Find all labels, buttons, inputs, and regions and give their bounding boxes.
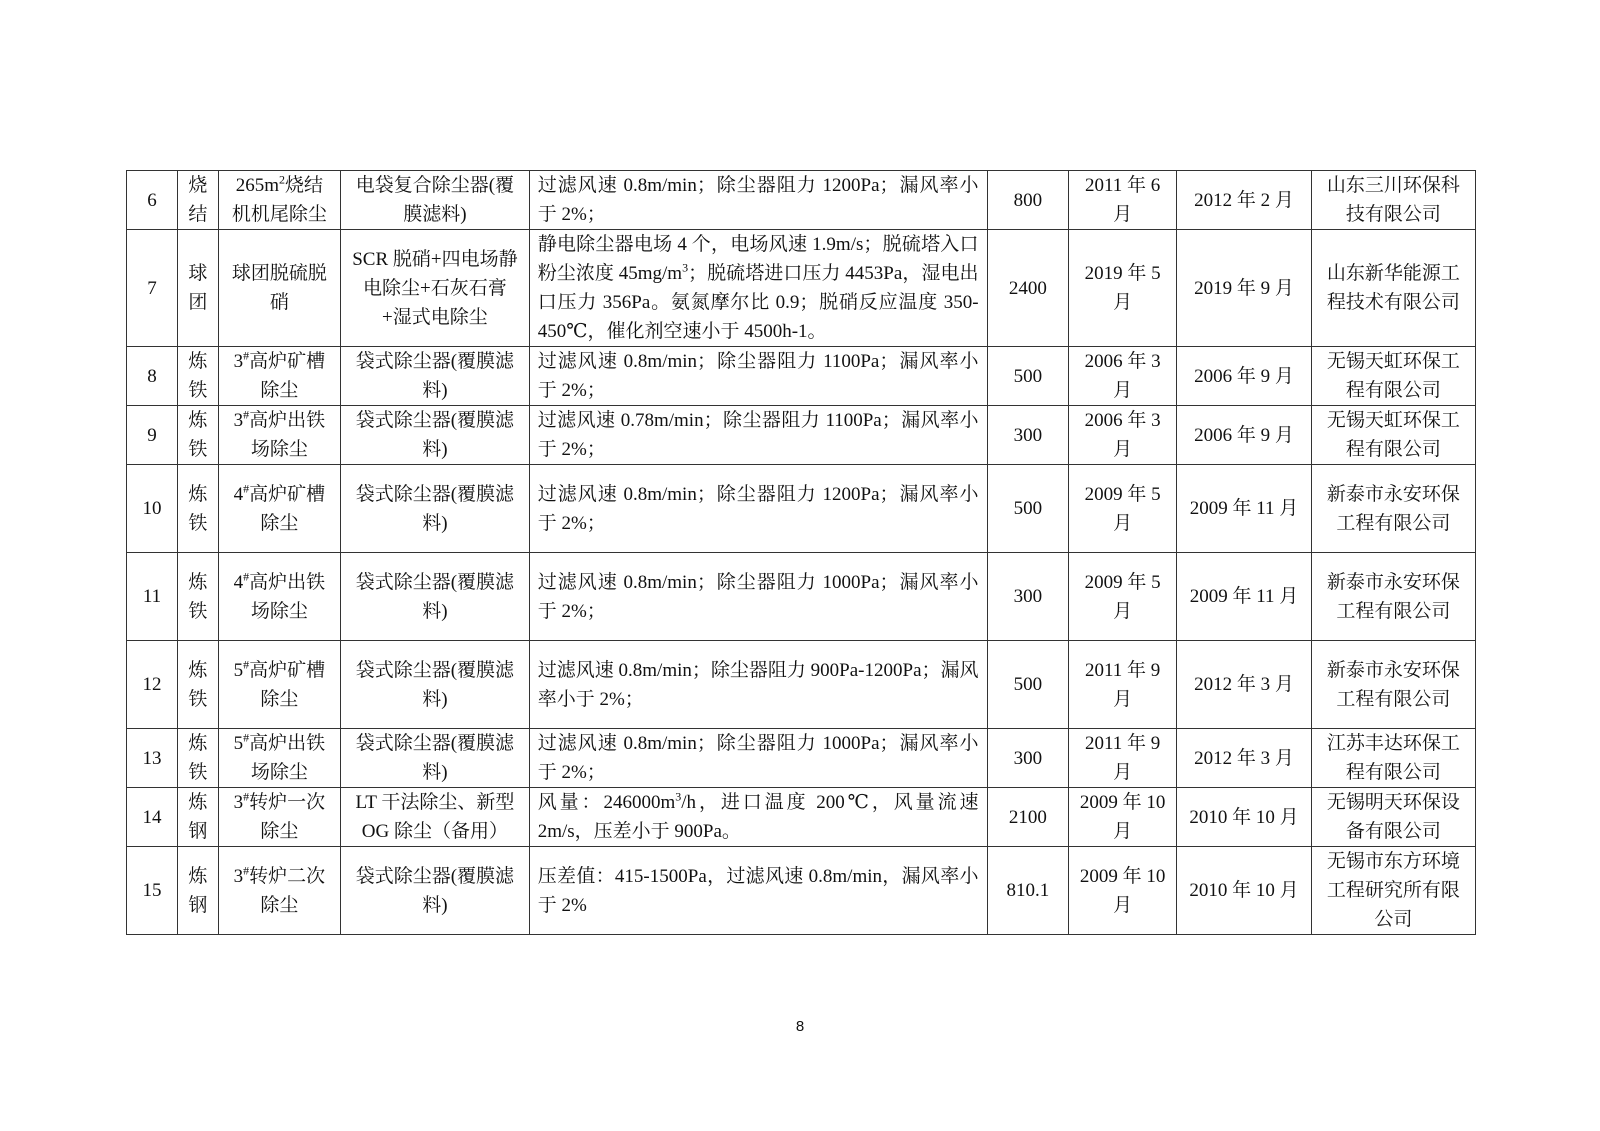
process-cell: 炼铁 xyxy=(177,641,218,729)
commission-date-cell: 2019 年 9 月 xyxy=(1177,230,1312,347)
parameters-cell xyxy=(529,406,987,465)
capacity-cell: 2400 xyxy=(987,230,1069,347)
row-number-cell: 15 xyxy=(127,847,178,935)
parameters-text: 过滤风速 0.78m/min；除尘器阻力 1100Pa；漏风率小于 2%； xyxy=(537,410,979,460)
facility-superscript: # xyxy=(243,569,250,584)
facility-superscript: # xyxy=(243,730,250,745)
contractor-cell: 无锡明天环保设备有限公司 xyxy=(1311,788,1475,847)
process-cell: 炼钢 xyxy=(177,788,218,847)
row-number-cell: 6 xyxy=(127,171,178,230)
commission-date-cell: 2009 年 11 月 xyxy=(1177,553,1312,641)
contractor-cell: 新泰市永安环保工程有限公司 xyxy=(1311,553,1475,641)
parameters-cell xyxy=(529,171,987,230)
contractor-cell: 无锡天虹环保工程有限公司 xyxy=(1311,347,1475,406)
parameters-cell xyxy=(529,465,987,553)
commission-date-cell: 2009 年 11 月 xyxy=(1177,465,1312,553)
facility-cell xyxy=(218,406,340,465)
facility-name: 高炉矿槽除尘 xyxy=(249,659,326,710)
environmental-facilities-table xyxy=(126,170,1476,935)
table-row xyxy=(127,553,1476,641)
start-date-cell: 2019 年 5 月 xyxy=(1069,230,1177,347)
facility-superscript: # xyxy=(243,407,250,422)
facility-superscript: 2 xyxy=(279,172,286,187)
process-cell: 炼铁 xyxy=(177,729,218,788)
commission-date-cell: 2006 年 9 月 xyxy=(1177,347,1312,406)
facility-prefix: 3 xyxy=(233,410,244,431)
parameters-text: 过滤风速 0.8m/min；除尘器阻力 1200Pa；漏风率小于 2%； xyxy=(537,175,979,225)
facility-superscript: # xyxy=(243,863,250,878)
table-row xyxy=(127,729,1476,788)
start-date-cell: 2009 年 10 月 xyxy=(1069,788,1177,847)
parameters-text-cont: /h，进口温度 200℃，风量流速 2m/s，压差小于 900Pa。 xyxy=(537,792,979,842)
row-number-cell: 11 xyxy=(127,553,178,641)
facility-cell xyxy=(218,465,340,553)
start-date-cell: 2009 年 5 月 xyxy=(1069,465,1177,553)
contractor-cell: 山东三川环保科技有限公司 xyxy=(1311,171,1475,230)
table-row xyxy=(127,641,1476,729)
table-row xyxy=(127,847,1476,935)
parameters-cell xyxy=(529,641,987,729)
facility-prefix: 4 xyxy=(233,571,244,593)
facility-cell xyxy=(218,641,340,729)
row-number-cell: 9 xyxy=(127,406,178,465)
facility-superscript: # xyxy=(243,348,250,363)
facility-cell xyxy=(218,347,340,406)
parameters-text-cont: ；脱硫塔进口压力 4453Pa，湿电出口压力 356Pa。氨氮摩尔比 0.9；脱硝反应温度 350-450℃，催化剂空速小于 4500h-1。 xyxy=(537,263,979,342)
technology-cell: 电袋复合除尘器(覆膜滤料) xyxy=(341,171,530,230)
technology-cell: LT 干法除尘、新型 OG 除尘（备用） xyxy=(341,788,530,847)
process-cell: 炼铁 xyxy=(177,406,218,465)
parameters-cell xyxy=(529,230,987,347)
technology-cell: 袋式除尘器(覆膜滤料) xyxy=(341,347,530,406)
technology-cell: SCR 脱硝+四电场静电除尘+石灰石膏+湿式电除尘 xyxy=(341,230,530,347)
facility-cell xyxy=(218,553,340,641)
capacity-cell: 500 xyxy=(987,347,1069,406)
parameters-text: 过滤风速 0.8m/min；除尘器阻力 1100Pa；漏风率小于 2%； xyxy=(537,351,979,401)
commission-date-cell: 2012 年 2 月 xyxy=(1177,171,1312,230)
facility-prefix: 265m xyxy=(235,175,280,196)
row-number-cell: 14 xyxy=(127,788,178,847)
parameters-text: 过滤风速 0.8m/min；除尘器阻力 900Pa-1200Pa；漏风率小于 2%； xyxy=(537,659,979,710)
parameters-text: 压差值：415-1500Pa，过滤风速 0.8m/min，漏风率小于 2% xyxy=(537,865,979,916)
row-number-cell: 10 xyxy=(127,465,178,553)
row-number-cell: 8 xyxy=(127,347,178,406)
technology-cell: 袋式除尘器(覆膜滤料) xyxy=(341,641,530,729)
facility-cell xyxy=(218,847,340,935)
parameters-superscript: 3 xyxy=(682,260,689,275)
parameters-cell xyxy=(529,729,987,788)
facility-superscript: # xyxy=(243,789,250,804)
facility-name: 高炉出铁场除尘 xyxy=(249,410,326,460)
facility-prefix: 5 xyxy=(233,659,244,681)
commission-date-cell: 2010 年 10 月 xyxy=(1177,847,1312,935)
process-cell: 炼铁 xyxy=(177,465,218,553)
technology-cell: 袋式除尘器(覆膜滤料) xyxy=(341,406,530,465)
parameters-text: 过滤风速 0.8m/min；除尘器阻力 1200Pa；漏风率小于 2%； xyxy=(537,483,979,534)
contractor-cell: 山东新华能源工程技术有限公司 xyxy=(1311,230,1475,347)
table-row xyxy=(127,230,1476,347)
capacity-cell: 300 xyxy=(987,553,1069,641)
technology-cell: 袋式除尘器(覆膜滤料) xyxy=(341,465,530,553)
process-cell: 炼钢 xyxy=(177,847,218,935)
facility-superscript: # xyxy=(243,657,250,672)
facility-cell xyxy=(218,230,340,347)
start-date-cell: 2006 年 3 月 xyxy=(1069,406,1177,465)
table-row xyxy=(127,171,1476,230)
contractor-cell: 无锡市东方环境工程研究所有限公司 xyxy=(1311,847,1475,935)
facility-superscript: # xyxy=(243,481,250,496)
parameters-text: 风量：246000m xyxy=(537,792,676,813)
facility-name: 高炉矿槽除尘 xyxy=(249,351,326,401)
capacity-cell: 800 xyxy=(987,171,1069,230)
facility-name: 转炉一次除尘 xyxy=(249,792,326,842)
contractor-cell: 新泰市永安环保工程有限公司 xyxy=(1311,465,1475,553)
facility-name: 高炉出铁场除尘 xyxy=(249,733,326,783)
facility-prefix: 3 xyxy=(233,792,244,813)
technology-cell: 袋式除尘器(覆膜滤料) xyxy=(341,553,530,641)
start-date-cell: 2006 年 3 月 xyxy=(1069,347,1177,406)
start-date-cell: 2011 年 6 月 xyxy=(1069,171,1177,230)
capacity-cell: 500 xyxy=(987,641,1069,729)
facility-cell xyxy=(218,729,340,788)
capacity-cell: 500 xyxy=(987,465,1069,553)
commission-date-cell: 2010 年 10 月 xyxy=(1177,788,1312,847)
facility-prefix: 3 xyxy=(233,865,244,887)
facility-name: 球团脱硫脱硝 xyxy=(231,263,327,313)
parameters-cell xyxy=(529,847,987,935)
capacity-cell: 2100 xyxy=(987,788,1069,847)
capacity-cell: 300 xyxy=(987,406,1069,465)
parameters-text: 过滤风速 0.8m/min；除尘器阻力 1000Pa；漏风率小于 2%； xyxy=(537,733,979,783)
row-number-cell: 13 xyxy=(127,729,178,788)
row-number-cell: 7 xyxy=(127,230,178,347)
facility-name: 高炉出铁场除尘 xyxy=(249,571,326,622)
parameters-cell xyxy=(529,347,987,406)
facility-name: 高炉矿槽除尘 xyxy=(249,483,326,534)
facility-name: 烧结机机尾除尘 xyxy=(231,175,327,225)
start-date-cell: 2011 年 9 月 xyxy=(1069,729,1177,788)
start-date-cell: 2009 年 10 月 xyxy=(1069,847,1177,935)
parameters-cell xyxy=(529,553,987,641)
start-date-cell: 2011 年 9 月 xyxy=(1069,641,1177,729)
facility-cell xyxy=(218,788,340,847)
capacity-cell: 810.1 xyxy=(987,847,1069,935)
contractor-cell: 新泰市永安环保工程有限公司 xyxy=(1311,641,1475,729)
facility-name: 转炉二次除尘 xyxy=(249,865,326,916)
process-cell: 炼铁 xyxy=(177,347,218,406)
facility-prefix: 3 xyxy=(233,351,244,372)
table-row xyxy=(127,465,1476,553)
parameters-superscript: 3 xyxy=(675,789,682,804)
facility-prefix: 4 xyxy=(233,483,244,505)
commission-date-cell: 2012 年 3 月 xyxy=(1177,641,1312,729)
process-cell: 烧结 xyxy=(177,171,218,230)
commission-date-cell: 2012 年 3 月 xyxy=(1177,729,1312,788)
table-row xyxy=(127,788,1476,847)
parameters-cell xyxy=(529,788,987,847)
technology-cell: 袋式除尘器(覆膜滤料) xyxy=(341,729,530,788)
facility-prefix: 5 xyxy=(233,733,244,754)
table-row xyxy=(127,406,1476,465)
contractor-cell: 江苏丰达环保工程有限公司 xyxy=(1311,729,1475,788)
start-date-cell: 2009 年 5 月 xyxy=(1069,553,1177,641)
contractor-cell: 无锡天虹环保工程有限公司 xyxy=(1311,406,1475,465)
facility-cell xyxy=(218,171,340,230)
technology-cell: 袋式除尘器(覆膜滤料) xyxy=(341,847,530,935)
process-cell: 炼铁 xyxy=(177,553,218,641)
table-row xyxy=(127,347,1476,406)
parameters-text: 过滤风速 0.8m/min；除尘器阻力 1000Pa；漏风率小于 2%； xyxy=(537,571,979,622)
row-number-cell: 12 xyxy=(127,641,178,729)
commission-date-cell: 2006 年 9 月 xyxy=(1177,406,1312,465)
process-cell: 球团 xyxy=(177,230,218,347)
page-number: 8 xyxy=(795,1018,805,1035)
capacity-cell: 300 xyxy=(987,729,1069,788)
parameters-text: 静电除尘器电场 4 个，电场风速 1.9m/s；脱硫塔入口粉尘浓度 45mg/m xyxy=(537,234,979,284)
